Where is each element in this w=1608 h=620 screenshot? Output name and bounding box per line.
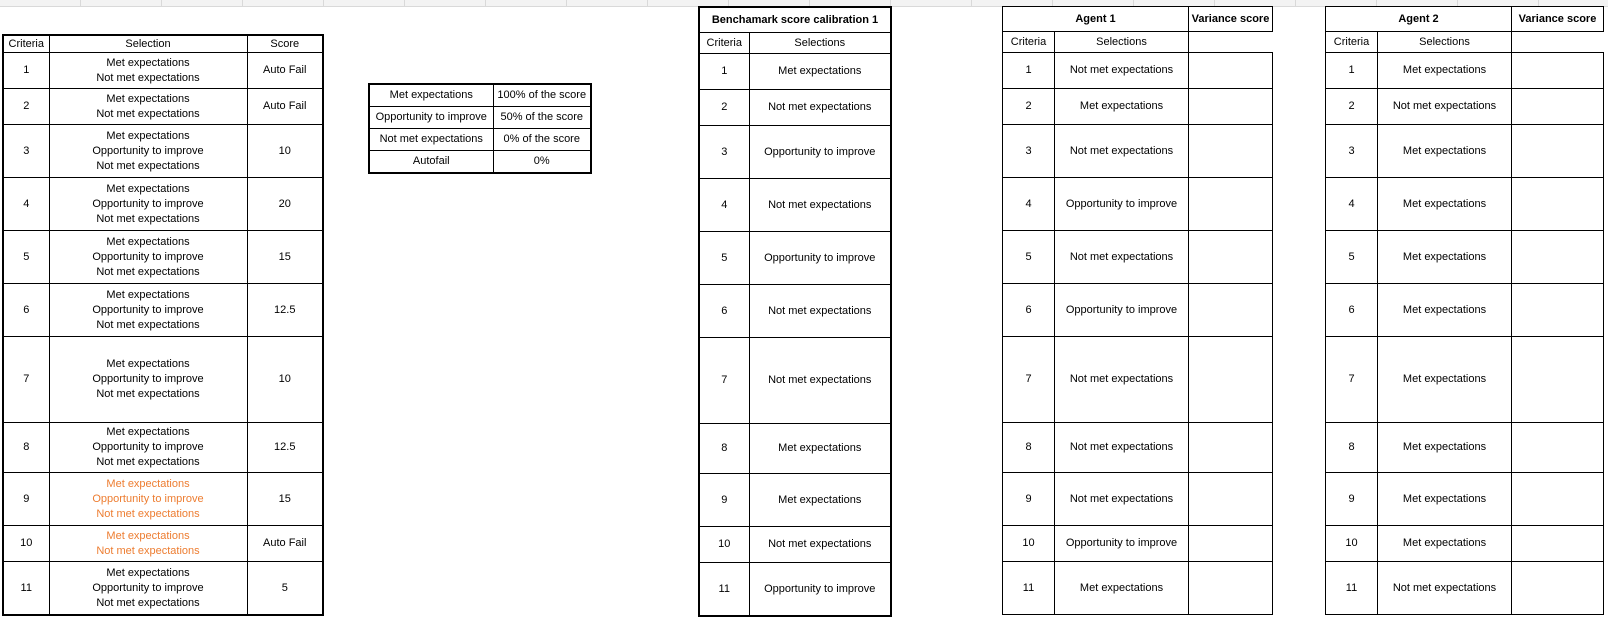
selection-cell[interactable]: Not met expectations	[1378, 562, 1512, 615]
selection-option: Met expectations	[106, 529, 190, 542]
criteria-cell[interactable]: 6	[1326, 284, 1378, 337]
score-cell[interactable]: Auto Fail	[247, 53, 323, 89]
variance-header-spacer	[1512, 32, 1604, 53]
table-row	[3, 337, 323, 423]
selection-option: Not met expectations	[96, 388, 200, 400]
column-header-selections: Selections	[749, 33, 891, 54]
table-row	[699, 338, 891, 424]
selection-option: Not met expectations	[96, 318, 200, 331]
variance-cell[interactable]	[1512, 284, 1604, 337]
table-title-row	[1003, 7, 1273, 32]
table-header-row	[3, 35, 323, 53]
table-row	[1326, 284, 1604, 337]
selection-cell[interactable]: Not met expectations	[749, 338, 891, 424]
column-header-criteria: Criteria	[1003, 32, 1055, 53]
table-row	[1003, 423, 1273, 473]
criteria-cell[interactable]: 4	[3, 178, 49, 231]
selection-cell[interactable]	[49, 562, 247, 616]
variance-cell[interactable]	[1512, 178, 1604, 231]
selection-option: Met expectations	[106, 426, 190, 438]
table-row	[1003, 562, 1273, 615]
criteria-cell[interactable]: 3	[3, 125, 49, 178]
variance-cell[interactable]	[1189, 526, 1273, 562]
table-row	[1326, 473, 1604, 526]
criteria-cell[interactable]: 1	[1326, 53, 1378, 89]
selection-option: Met expectations	[106, 235, 190, 248]
variance-cell[interactable]	[1512, 53, 1604, 89]
table-row	[1326, 125, 1604, 178]
legend-value-cell[interactable]: 0%	[493, 151, 591, 174]
selection-option: Met expectations	[106, 288, 190, 301]
selection-cell[interactable]: Not met expectations	[749, 285, 891, 338]
criteria-cell[interactable]: 10	[699, 527, 749, 563]
table-row	[1326, 231, 1604, 284]
selection-cell[interactable]: Opportunity to improve	[749, 126, 891, 179]
selection-option: Met expectations	[106, 358, 190, 370]
criteria-cell[interactable]: 11	[699, 563, 749, 617]
legend-row	[369, 129, 591, 151]
selection-cell[interactable]	[49, 125, 247, 178]
column-header-criteria: Criteria	[3, 35, 49, 53]
selection-cell[interactable]	[49, 53, 247, 89]
table-row	[699, 179, 891, 232]
criteria-cell[interactable]: 11	[1326, 562, 1378, 615]
table-row	[1326, 337, 1604, 423]
selection-cell[interactable]: Met expectations	[1055, 89, 1189, 125]
legend-row	[369, 107, 591, 129]
score-cell[interactable]: 15	[247, 231, 323, 284]
table-row	[3, 178, 323, 231]
selection-option: Met expectations	[106, 182, 190, 195]
selection-cell[interactable]: Not met expectations	[749, 179, 891, 232]
selection-option: Opportunity to improve	[92, 492, 204, 505]
table-row	[1003, 526, 1273, 562]
selection-cell[interactable]	[49, 423, 247, 473]
table-row	[3, 231, 323, 284]
criteria-cell[interactable]: 8	[699, 424, 749, 474]
selection-cell[interactable]: Met expectations	[1378, 125, 1512, 178]
selection-cell[interactable]: Opportunity to improve	[749, 563, 891, 617]
table-row	[1003, 337, 1273, 423]
variance-cell[interactable]	[1512, 562, 1604, 615]
selection-cell[interactable]: Opportunity to improve	[1055, 526, 1189, 562]
selection-cell[interactable]: Not met expectations	[749, 90, 891, 126]
selection-cell[interactable]: Not met expectations	[1055, 473, 1189, 526]
criteria-cell[interactable]: 2	[1326, 89, 1378, 125]
selection-cell[interactable]	[49, 231, 247, 284]
score-cell[interactable]: 20	[247, 178, 323, 231]
selection-option: Not met expectations	[96, 596, 200, 609]
variance-cell[interactable]	[1512, 125, 1604, 178]
criteria-cell[interactable]: 10	[3, 526, 49, 562]
criteria-cell[interactable]: 7	[1003, 337, 1055, 423]
table-row	[699, 54, 891, 90]
variance-cell[interactable]	[1189, 423, 1273, 473]
variance-score-header: Variance score	[1189, 7, 1273, 32]
column-header-criteria: Criteria	[699, 33, 749, 54]
legend-value-cell[interactable]: 0% of the score	[493, 129, 591, 151]
agent2-table	[1325, 6, 1604, 615]
selection-option: Not met expectations	[96, 107, 200, 120]
criteria-cell[interactable]: 7	[699, 338, 749, 424]
legend-value-cell[interactable]: 50% of the score	[493, 107, 591, 129]
selection-option: Not met expectations	[96, 544, 200, 557]
table-row	[1326, 423, 1604, 473]
selection-cell[interactable]	[49, 473, 247, 526]
selection-cell[interactable]	[49, 337, 247, 423]
table-row	[699, 563, 891, 617]
variance-cell[interactable]	[1189, 89, 1273, 125]
table-row	[1003, 284, 1273, 337]
score-cell[interactable]: 10	[247, 337, 323, 423]
score-legend-table	[368, 83, 592, 174]
table-row	[1326, 178, 1604, 231]
variance-cell[interactable]	[1189, 178, 1273, 231]
criteria-cell[interactable]: 4	[699, 179, 749, 232]
selection-option: Opportunity to improve	[92, 197, 204, 210]
table-row	[3, 125, 323, 178]
variance-score-header: Variance score	[1512, 7, 1604, 32]
table-row	[1326, 526, 1604, 562]
table-row	[1003, 53, 1273, 89]
score-cell[interactable]: 12.5	[247, 284, 323, 337]
table-row	[3, 53, 323, 89]
score-cell[interactable]: 15	[247, 473, 323, 526]
criteria-cell[interactable]: 1	[699, 54, 749, 90]
criteria-cell[interactable]: 3	[1003, 125, 1055, 178]
selection-cell[interactable]: Not met expectations	[1055, 53, 1189, 89]
table-row	[1003, 473, 1273, 526]
criteria-cell[interactable]: 5	[1003, 231, 1055, 284]
table-row	[699, 232, 891, 285]
criteria-cell[interactable]: 4	[1326, 178, 1378, 231]
selection-cell[interactable]: Met expectations	[1378, 526, 1512, 562]
score-cell[interactable]: Auto Fail	[247, 89, 323, 125]
table-title: Agent 1	[1003, 7, 1189, 32]
selection-option: Met expectations	[106, 566, 190, 579]
selection-option: Not met expectations	[96, 265, 200, 278]
selection-cell[interactable]: Met expectations	[1378, 473, 1512, 526]
table-row	[1326, 89, 1604, 125]
selection-cell[interactable]: Opportunity to improve	[749, 232, 891, 285]
table-row	[699, 527, 891, 563]
selection-cell[interactable]: Not met expectations	[1055, 231, 1189, 284]
table-row	[3, 562, 323, 616]
table-row	[1003, 89, 1273, 125]
selection-option: Met expectations	[106, 477, 190, 490]
variance-cell[interactable]	[1189, 231, 1273, 284]
table-row	[699, 285, 891, 338]
variance-cell[interactable]	[1512, 423, 1604, 473]
criteria-cell[interactable]: 2	[699, 90, 749, 126]
selection-cell[interactable]: Not met expectations	[1055, 125, 1189, 178]
selection-cell[interactable]: Met expectations	[1055, 562, 1189, 615]
selection-cell[interactable]	[49, 89, 247, 125]
criteria-cell[interactable]: 4	[1003, 178, 1055, 231]
table-row	[1003, 231, 1273, 284]
criteria-cell[interactable]: 6	[3, 284, 49, 337]
selection-option: Opportunity to improve	[92, 303, 204, 316]
criteria-cell[interactable]: 10	[1326, 526, 1378, 562]
legend-label-cell[interactable]: Opportunity to improve	[369, 107, 493, 129]
criteria-cell[interactable]: 3	[699, 126, 749, 179]
selection-cell[interactable]: Met expectations	[1378, 284, 1512, 337]
score-cell[interactable]: Auto Fail	[247, 526, 323, 562]
selection-cell[interactable]: Met expectations	[1378, 423, 1512, 473]
selection-cell[interactable]	[49, 284, 247, 337]
criteria-cell[interactable]: 3	[1326, 125, 1378, 178]
selection-cell[interactable]: Met expectations	[1378, 337, 1512, 423]
selection-option: Not met expectations	[96, 212, 200, 225]
table-row	[3, 284, 323, 337]
rubric-table	[2, 34, 324, 616]
criteria-cell[interactable]: 9	[3, 473, 49, 526]
variance-cell[interactable]	[1512, 337, 1604, 423]
table-header-row	[699, 33, 891, 54]
column-header-selections: Selections	[1378, 32, 1512, 53]
variance-cell[interactable]	[1189, 284, 1273, 337]
criteria-cell[interactable]: 2	[3, 89, 49, 125]
selection-cell[interactable]: Met expectations	[749, 474, 891, 527]
table-title-row	[1326, 7, 1604, 32]
score-cell[interactable]: 12.5	[247, 423, 323, 473]
variance-cell[interactable]	[1189, 473, 1273, 526]
selection-cell[interactable]: Met expectations	[1378, 53, 1512, 89]
selection-cell[interactable]	[49, 178, 247, 231]
legend-row	[369, 151, 591, 174]
selection-option: Opportunity to improve	[92, 250, 204, 263]
table-row	[3, 89, 323, 125]
criteria-cell[interactable]: 6	[699, 285, 749, 338]
criteria-cell[interactable]: 8	[3, 423, 49, 473]
selection-option: Met expectations	[106, 92, 190, 105]
selection-option: Not met expectations	[96, 159, 200, 172]
selection-option: Not met expectations	[96, 456, 200, 468]
criteria-cell[interactable]: 1	[1003, 53, 1055, 89]
criteria-cell[interactable]: 5	[1326, 231, 1378, 284]
criteria-cell[interactable]: 10	[1003, 526, 1055, 562]
criteria-cell[interactable]: 11	[1003, 562, 1055, 615]
selection-cell[interactable]: Opportunity to improve	[1055, 284, 1189, 337]
variance-cell[interactable]	[1189, 562, 1273, 615]
column-header-criteria: Criteria	[1326, 32, 1378, 53]
table-header-row	[1003, 32, 1273, 53]
criteria-cell[interactable]: 7	[1326, 337, 1378, 423]
criteria-cell[interactable]: 9	[1003, 473, 1055, 526]
table-row	[699, 90, 891, 126]
selection-cell[interactable]: Not met expectations	[1378, 89, 1512, 125]
table-row	[699, 474, 891, 527]
selection-option: Opportunity to improve	[92, 441, 204, 453]
table-row	[1326, 562, 1604, 615]
variance-cell[interactable]	[1189, 337, 1273, 423]
selection-cell[interactable]: Met expectations	[749, 424, 891, 474]
table-row	[699, 126, 891, 179]
selection-cell[interactable]: Met expectations	[749, 54, 891, 90]
legend-label-cell[interactable]: Autofail	[369, 151, 493, 174]
selection-cell[interactable]: Not met expectations	[1055, 423, 1189, 473]
column-header-selection: Selection	[49, 35, 247, 53]
legend-value-cell[interactable]: 100% of the score	[493, 84, 591, 107]
selection-option: Opportunity to improve	[92, 581, 204, 594]
table-row	[1003, 178, 1273, 231]
agent1-table	[1002, 6, 1273, 615]
selection-cell[interactable]: Met expectations	[1378, 231, 1512, 284]
column-header-score: Score	[247, 35, 323, 53]
table-row	[1326, 53, 1604, 89]
selection-cell[interactable]: Met expectations	[1378, 178, 1512, 231]
variance-cell[interactable]	[1189, 125, 1273, 178]
selection-option: Opportunity to improve	[92, 373, 204, 385]
criteria-cell[interactable]: 1	[3, 53, 49, 89]
criteria-cell[interactable]: 7	[3, 337, 49, 423]
criteria-cell[interactable]: 9	[699, 474, 749, 527]
criteria-cell[interactable]: 8	[1326, 423, 1378, 473]
criteria-cell[interactable]: 5	[3, 231, 49, 284]
variance-cell[interactable]	[1512, 89, 1604, 125]
variance-cell[interactable]	[1512, 473, 1604, 526]
variance-cell[interactable]	[1512, 526, 1604, 562]
table-row	[699, 424, 891, 474]
score-cell[interactable]: 5	[247, 562, 323, 616]
table-row	[3, 423, 323, 473]
table-title-row	[699, 7, 891, 33]
criteria-cell[interactable]: 11	[3, 562, 49, 616]
selection-option: Met expectations	[106, 56, 190, 69]
score-cell[interactable]: 10	[247, 125, 323, 178]
table-header-row	[1326, 32, 1604, 53]
legend-label-cell[interactable]: Met expectations	[369, 84, 493, 107]
legend-label-cell[interactable]: Not met expectations	[369, 129, 493, 151]
table-row	[3, 473, 323, 526]
selection-option: Opportunity to improve	[92, 144, 204, 157]
table-row	[3, 526, 323, 562]
table-title: Agent 2	[1326, 7, 1512, 32]
selection-cell[interactable]: Opportunity to improve	[1055, 178, 1189, 231]
selection-option: Not met expectations	[96, 71, 200, 84]
variance-cell[interactable]	[1512, 231, 1604, 284]
criteria-cell[interactable]: 2	[1003, 89, 1055, 125]
criteria-cell[interactable]: 6	[1003, 284, 1055, 337]
selection-cell[interactable]: Not met expectations	[749, 527, 891, 563]
table-row	[1003, 125, 1273, 178]
selection-cell[interactable]: Not met expectations	[1055, 337, 1189, 423]
criteria-cell[interactable]: 9	[1326, 473, 1378, 526]
selection-option: Not met expectations	[96, 507, 200, 520]
selection-cell[interactable]	[49, 526, 247, 562]
criteria-cell[interactable]: 5	[699, 232, 749, 285]
legend-row	[369, 84, 591, 107]
column-header-selections: Selections	[1055, 32, 1189, 53]
criteria-cell[interactable]: 8	[1003, 423, 1055, 473]
variance-cell[interactable]	[1189, 53, 1273, 89]
variance-header-spacer	[1189, 32, 1273, 53]
table-title: Benchamark score calibration 1	[699, 7, 891, 33]
selection-option: Met expectations	[106, 129, 190, 142]
benchmark-table	[698, 6, 892, 617]
